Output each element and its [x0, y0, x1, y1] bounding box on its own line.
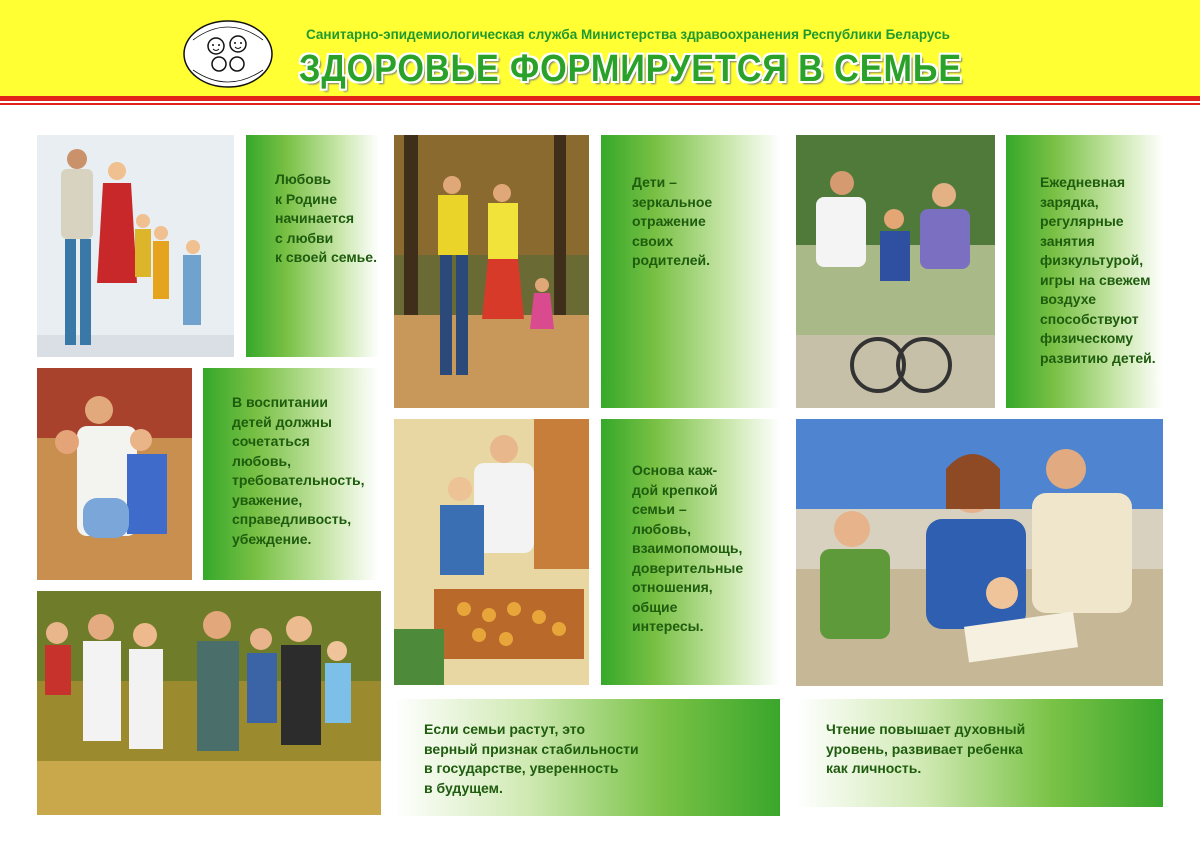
text-upbringing: В воспитании детей должны сочетаться любовь, требовательность, уважение, справедливость, убеждение.	[232, 394, 365, 547]
photo-family-reading	[796, 419, 1163, 686]
text-families-grow: Если семьи растут, это верный признак стабильности в государстве, уверенность в будущем.	[424, 721, 639, 796]
text-daily-exercise: Ежедневная зарядка, регулярные занятия физкультурой, игры на свежем воздухе способствуют физическому развитию детей.	[1040, 174, 1156, 366]
text-children-mirror: Дети – зеркальное отражение своих родителей.	[632, 174, 713, 268]
photo-big-family	[37, 591, 381, 815]
header-red-stripe-thin	[0, 103, 1200, 105]
photo-family-lineup	[37, 135, 234, 357]
page-title: ЗДОРОВЬЕ ФОРМИРУЕТСЯ В СЕМЬЕ	[299, 48, 963, 90]
photo-bicycle	[796, 135, 995, 408]
photo-father-baby	[37, 368, 192, 580]
photo-family-walk	[394, 135, 589, 408]
family-logo	[183, 20, 273, 88]
photo-baking	[394, 419, 589, 685]
header-red-stripe	[0, 96, 1200, 101]
text-strong-family: Основа каж- дой крепкой семьи – любовь, взаимопомощь, доверительные отношения, общие интересы.	[632, 462, 744, 634]
text-love-homeland: Любовь к Родине начинается с любви к своей семье.	[275, 171, 377, 265]
header-subtitle: Санитарно-эпидемиологическая служба Министерства здравоохранения Республики Беларусь	[306, 27, 950, 42]
text-reading: Чтение повышает духовный уровень, развивает ребенка как личность.	[826, 721, 1026, 776]
